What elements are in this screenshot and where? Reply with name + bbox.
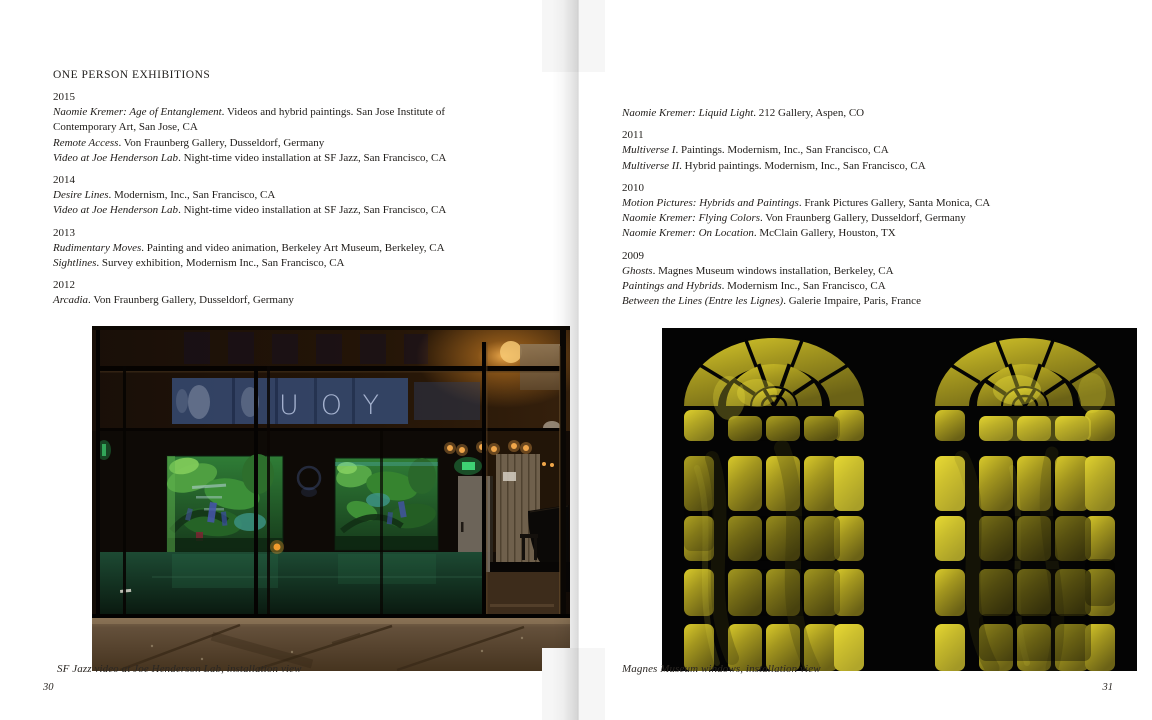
exhibition-year: 2010 [622, 181, 644, 194]
exhibition-year: 2013 [53, 226, 75, 239]
photo-caption-left: SF Jazz video at Joe Henderson Lab, installation view [57, 663, 302, 675]
exhibition-entry: Contemporary Art, San Jose, CA [53, 121, 198, 134]
exhibition-entry: Multiverse II. Hybrid paintings. Modernism, Inc., San Francisco, CA [622, 159, 926, 172]
exhibition-year: 2012 [53, 279, 75, 292]
exhibition-entry: Naomie Kremer: On Location. McClain Gallery, Houston, TX [622, 227, 896, 240]
page-31 [605, 0, 1152, 720]
exhibition-entry: Sightlines. Survey exhibition, Modernism Inc., San Francisco, CA [53, 257, 345, 270]
photo-caption-right: Magnes Museum windows, installation view [622, 663, 821, 675]
magnes-windows-photo [662, 328, 1137, 671]
video-screen-left [163, 454, 283, 552]
exhibition-entry: Ghosts. Magnes Museum windows installation, Berkeley, CA [622, 264, 894, 277]
exhibition-entry: Video at Joe Henderson Lab. Night-time video installation at SF Jazz, San Francisco, CA [53, 151, 447, 164]
exhibition-list-right [622, 106, 1122, 309]
book-spine-shadow [552, 0, 579, 720]
section-heading: ONE PERSON EXHIBITIONS [53, 69, 211, 81]
page-30 [0, 0, 542, 720]
exhibition-entry: Video at Joe Henderson Lab. Night-time video installation at SF Jazz, San Francisco, CA [53, 204, 447, 217]
sfjazz-installation-photo [92, 326, 570, 671]
exhibition-entry: Paintings and Hybrids. Modernism Inc., San Francisco, CA [622, 280, 886, 293]
you-banner [172, 378, 480, 424]
exhibition-year: 2011 [622, 129, 644, 142]
exhibition-entry: Rudimentary Moves. Painting and video animation, Berkeley Art Museum, Berkeley, CA [53, 241, 445, 254]
exhibition-entry: Desire Lines. Modernism, Inc., San Francisco, CA [53, 189, 276, 202]
exhibition-year: 2009 [622, 249, 644, 262]
page-number-right: 31 [1102, 682, 1113, 693]
exhibition-entry: Remote Access. Von Fraunberg Gallery, Dusseldorf, Germany [53, 136, 325, 149]
exhibition-entry: Motion Pictures: Hybrids and Paintings. Frank Pictures Gallery, Santa Monica, CA [622, 197, 991, 210]
exhibition-entry: Arcadia. Von Fraunberg Gallery, Dusseldorf, Germany [53, 294, 294, 307]
exhibition-entry: Multiverse I. Paintings. Modernism, Inc., San Francisco, CA [622, 144, 889, 157]
video-screen-right [334, 458, 438, 550]
exhibition-entry: Naomie Kremer: Age of Entanglement. Videos and hybrid paintings. San Jose Institute of [53, 106, 446, 119]
exhibition-year: 2015 [53, 91, 75, 103]
exhibition-entry: Between the Lines (Entre les Lignes). Galerie Impaire, Paris, France [622, 295, 921, 308]
banner-letters: UOY [279, 390, 402, 421]
magnes-photo-image [662, 328, 1137, 671]
exhibitions-column-left [53, 69, 531, 309]
exhibition-entry: Naomie Kremer: Flying Colors. Von Fraunberg Gallery, Dusseldorf, Germany [622, 212, 966, 225]
exhibitions-column-right [622, 106, 1122, 309]
exhibition-entry: Naomie Kremer: Liquid Light. 212 Gallery, Aspen, CO [622, 107, 865, 119]
page-number-left: 30 [43, 682, 54, 693]
sfjazz-photo-image [92, 326, 570, 671]
exhibition-year: 2014 [53, 174, 75, 187]
exhibition-list-left [53, 90, 531, 309]
